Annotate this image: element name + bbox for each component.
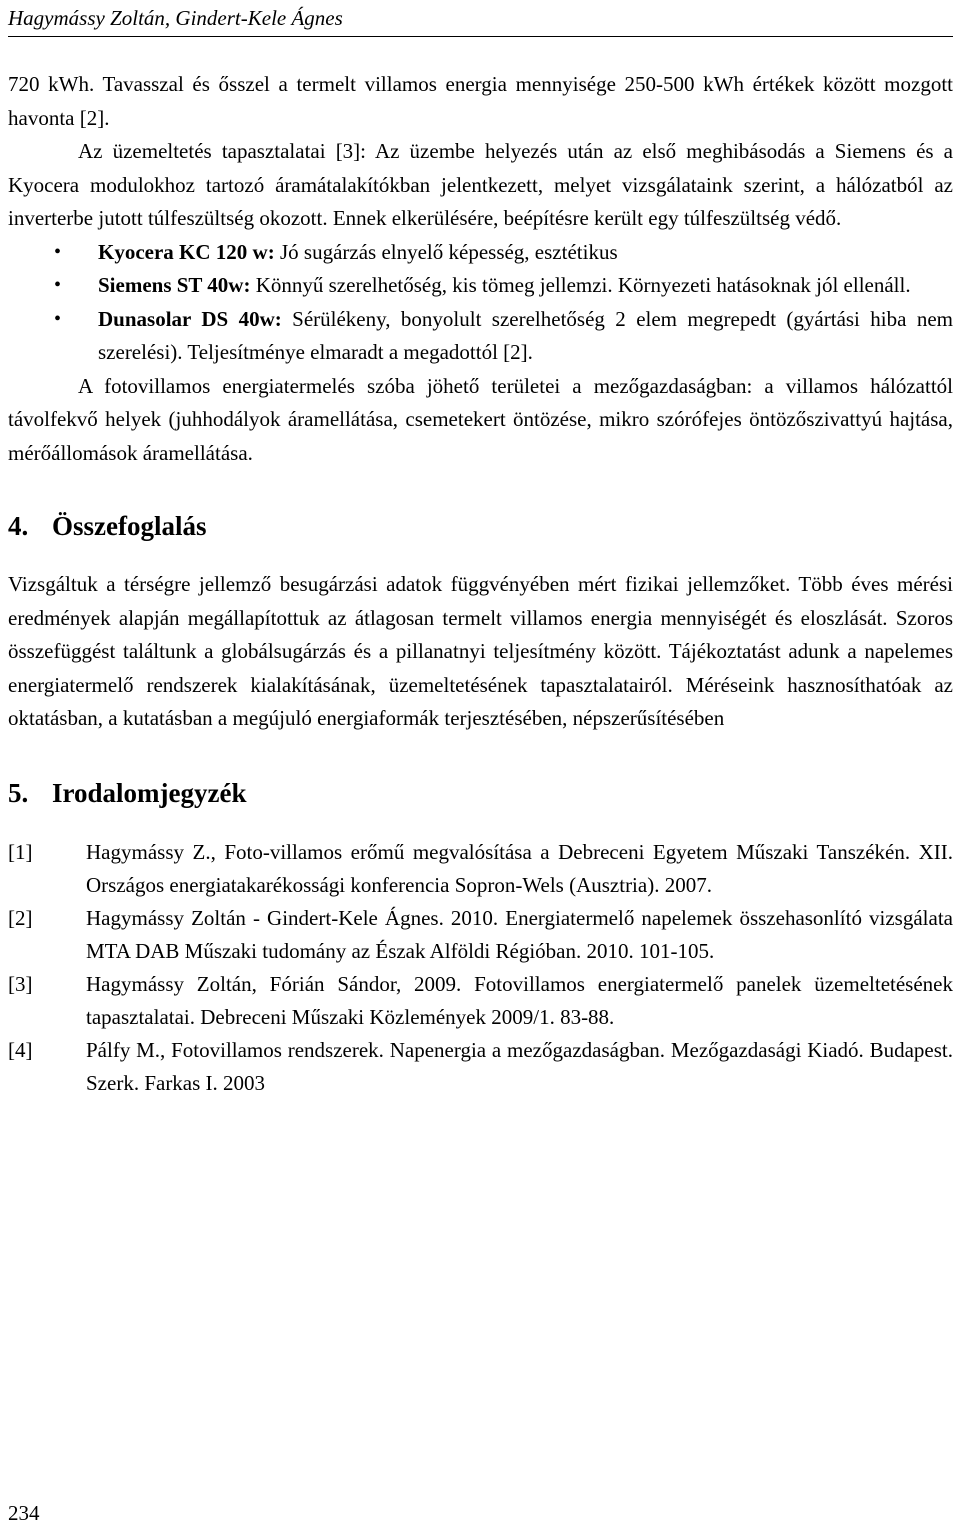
document-page <box>8 0 953 1529</box>
module-name: Kyocera KC 120 w: <box>98 239 275 264</box>
reference-text: Hagymássy Z., Foto-villamos erőmű megvalósítása a Debreceni Egyetem Műszaki Tanszékén. XII. Országos energiatakarékossági konferencia Sopron-Wels (Ausztria). 2007. <box>86 839 953 897</box>
reference-text: Pálfy M., Fotovillamos rendszerek. Napenergia a mezőgazdaságban. Mezőgazdasági Kiadó. Budapest. Szerk. Farkas I. 2003 <box>86 1037 953 1095</box>
spacer <box>8 736 953 775</box>
spacer <box>8 544 953 568</box>
section-title: Összefoglalás <box>52 511 207 541</box>
bullet-item-dunasolar <box>8 303 953 370</box>
module-name: Siemens ST 40w: <box>98 273 251 297</box>
section-heading-references <box>8 775 953 811</box>
spacer <box>8 811 953 836</box>
section-number: 5. <box>8 777 29 808</box>
header-divider <box>8 36 953 37</box>
bullet-icon: • <box>54 274 62 296</box>
reference-label: [2] <box>8 905 33 930</box>
reference-text: Hagymássy Zoltán - Gindert-Kele Ágnes. 2010. Energiatermelő napelemek összehasonlító vizsgálata MTA DAB Műszaki tudomány az Észak Alföldi Régióban. 2010. 101-105. <box>86 905 953 963</box>
reference-list <box>8 836 953 1100</box>
reference-label: [4] <box>8 1037 33 1062</box>
reference-item <box>8 836 953 902</box>
reference-text: Hagymássy Zoltán, Fórián Sándor, 2009. Fotovillamos energiatermelő panelek üzemeltetésének tapasztalatai. Debreceni Műszaki Közlemények 2009/1. 83-88. <box>86 971 953 1029</box>
bullet-icon: • <box>54 307 62 330</box>
reference-item <box>8 902 953 968</box>
section-number: 4. <box>8 511 29 541</box>
module-description: Sérülékeny, bonyolult szerelhetőség 2 elem megrepedt (gyártási hiba nem szerelési). Teljesítménye elmaradt a megadottól [2]. <box>98 306 953 364</box>
module-name: Dunasolar DS 40w: <box>98 306 282 331</box>
reference-item <box>8 968 953 1034</box>
intro-continuation-paragraph: 720 kWh. Tavasszal és ősszel a termelt villamos energia mennyisége 250-500 kWh értékek között mozgott havonta [2]. <box>8 72 953 130</box>
section-heading-summary <box>8 508 953 544</box>
summary-paragraph: Vizsgáltuk a térségre jellemző besugárzási adatok függvényében mért fizikai jellemzőket. Több éves mérési eredmények alapján megállapítottuk az átlagosan termelt villamos energia mennyiségét és eloszlását. Szoros összefüggést találtunk a globálsugárzás és a pillanatnyi teljesítmény között. Tájékoztatást adunk a napelemes energiatermelő rendszerek kialakításának, üzemeltetésének tapasztalatairól. Méréseink hasznosíthatóak az oktatásban, a kutatásban a megújuló energiaformák terjesztésében, népszerűsítésében <box>8 572 953 730</box>
bullet-icon: • <box>54 240 62 263</box>
module-bullet-list <box>8 236 953 370</box>
page-body <box>8 68 953 1100</box>
reference-label: [3] <box>8 971 33 996</box>
module-description: Könnyű szerelhetőség, kis tömeg jellemzi. Környezeti hatásoknak jól ellenáll. <box>250 273 911 297</box>
spacer <box>8 470 953 508</box>
bullet-item-kyocera <box>8 236 953 270</box>
experience-paragraph: Az üzemeltetés tapasztalatai [3]: Az üzembe helyezés után az első meghibásodás a Siemens és a Kyocera modulokhoz tartozó áramátalakítókban jelentkezett, melyet vizsgálataink szerint, a hálózatból az inverterbe jutott túlfeszültség okozott. Ennek elkerülésére, beépítésre került egy túlfeszültség védő. <box>8 139 953 230</box>
reference-label: [1] <box>8 839 33 864</box>
page-number: 234 <box>8 1501 40 1525</box>
bullet-item-siemens <box>8 269 953 303</box>
running-header: Hagymássy Zoltán, Gindert-Kele Ágnes <box>8 6 343 30</box>
module-description: Jó sugárzás elnyelő képesség, esztétikus <box>274 239 618 264</box>
applications-paragraph: A fotovillamos energiatermelés szóba jöhető területei a mezőgazdaságban: a villamos hálózattól távolfekvő helyek (juhhodályok áramellátása, csemetekert öntözése, mikro szórófejes öntözőszivattyú hajtása, mérőállomások áramellátása. <box>8 373 953 465</box>
reference-item <box>8 1034 953 1100</box>
section-title: Irodalomjegyzék <box>52 777 247 808</box>
